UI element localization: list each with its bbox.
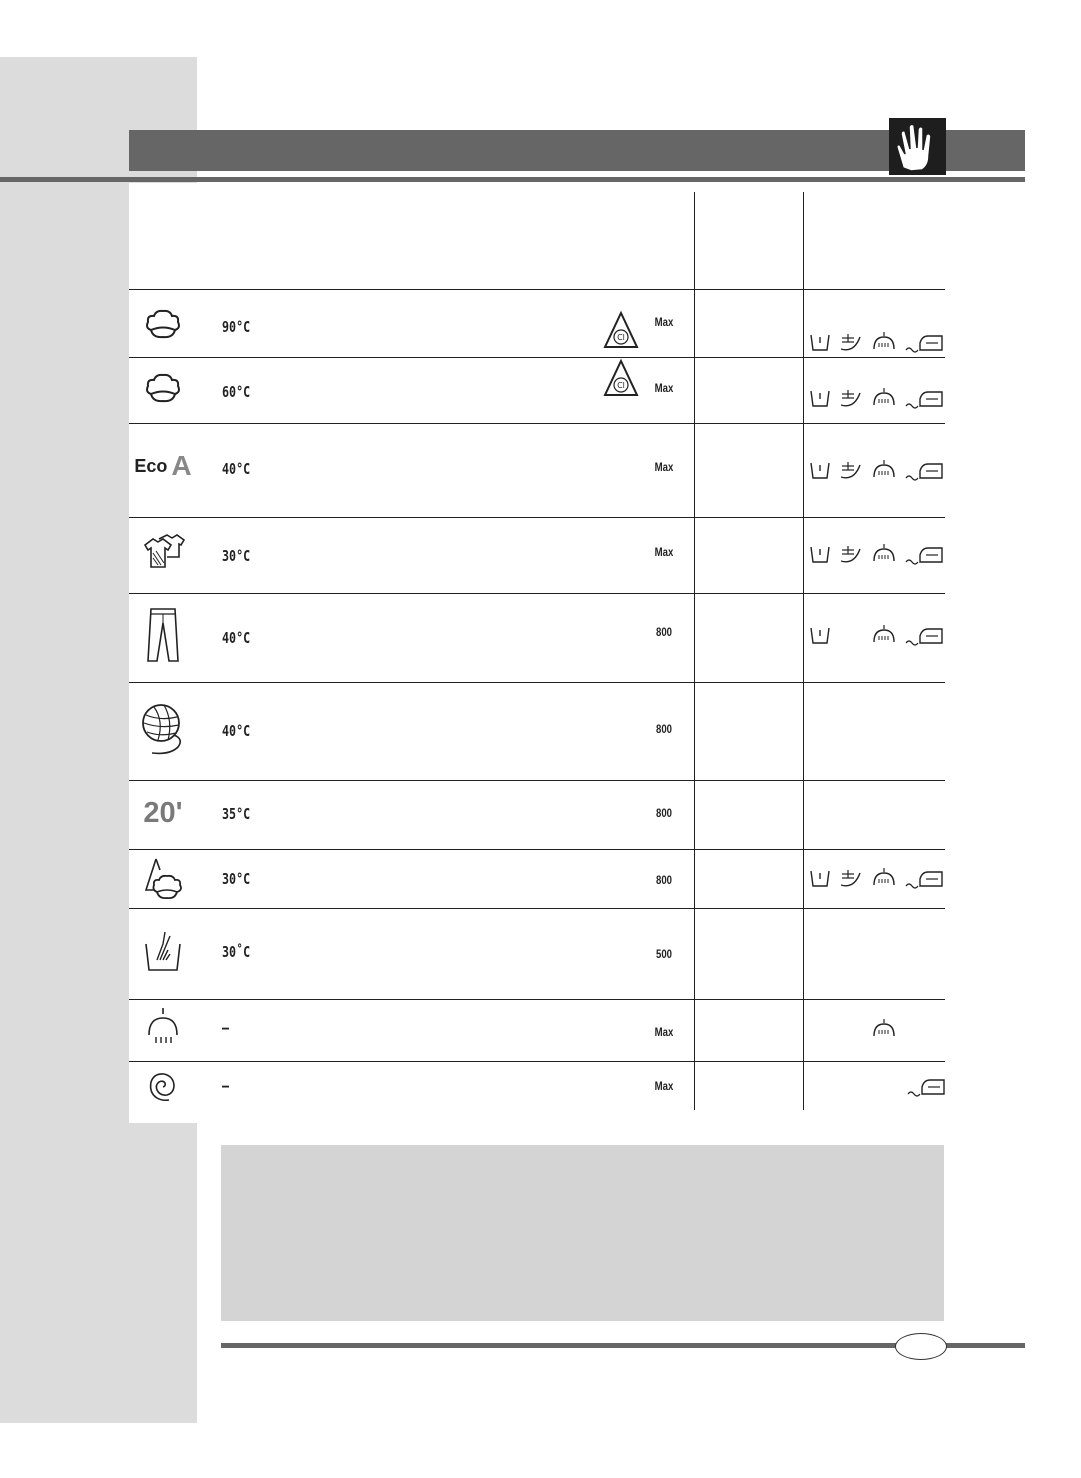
quick-20-text: 20'	[143, 796, 183, 829]
row-divider	[129, 517, 945, 518]
program-spin: Max	[654, 381, 674, 395]
jeans-icon	[131, 607, 195, 663]
row-divider	[129, 849, 945, 850]
row-divider	[129, 682, 945, 683]
column-divider	[694, 192, 695, 1110]
care-symbols	[810, 867, 946, 889]
care-symbols	[810, 331, 946, 353]
program-spin: 800	[655, 806, 673, 820]
care-symbols	[810, 624, 946, 646]
program-temperature: –	[222, 1019, 230, 1037]
wool-icon	[131, 699, 195, 759]
hand-wash-icon	[131, 930, 195, 974]
row-divider	[129, 593, 945, 594]
delicate-cotton-icon	[131, 856, 195, 902]
row-divider	[129, 908, 945, 909]
rinse-icon	[131, 1007, 195, 1045]
bleach-text: Cl	[617, 333, 625, 342]
column-divider	[803, 192, 804, 1110]
row-divider	[129, 780, 945, 781]
page-number-badge	[895, 1333, 947, 1360]
hand-icon	[889, 118, 946, 175]
program-spin: Max	[654, 460, 674, 474]
program-spin: Max	[654, 315, 674, 329]
program-spin: 800	[655, 625, 673, 639]
mixed-clothes-icon	[131, 532, 195, 572]
program-temperature: 30˚C	[222, 943, 251, 961]
quick-20-icon	[131, 796, 195, 830]
program-temperature: 40°C	[222, 629, 251, 647]
eco-text: Eco	[134, 455, 168, 476]
note-box	[221, 1145, 944, 1321]
program-spin: 500	[655, 947, 673, 961]
row-divider	[129, 289, 945, 290]
program-temperature: –	[222, 1077, 230, 1095]
care-symbols	[810, 459, 946, 481]
eco-a-icon	[131, 450, 195, 482]
program-spin: Max	[654, 1079, 674, 1093]
eco-a-letter: A	[171, 450, 192, 481]
row-divider	[129, 1061, 945, 1062]
program-temperature: 30°C	[222, 870, 251, 888]
program-temperature: 90°C	[222, 318, 251, 336]
care-symbols	[810, 543, 946, 565]
program-temperature: 30°C	[222, 547, 251, 565]
bleach-icon	[603, 310, 639, 355]
program-spin: Max	[654, 1025, 674, 1039]
row-divider	[129, 357, 945, 358]
program-temperature: 35°C	[222, 805, 251, 823]
rinse-care-icon	[870, 1018, 904, 1040]
spin-icon	[131, 1068, 195, 1104]
cotton-icon	[131, 305, 195, 345]
row-divider	[129, 999, 945, 1000]
program-spin: 800	[655, 722, 673, 736]
program-temperature: 40°C	[222, 460, 251, 478]
cotton-icon	[131, 369, 195, 409]
bleach-text: Cl	[617, 381, 625, 390]
program-spin: 800	[655, 873, 673, 887]
program-spin: Max	[654, 545, 674, 559]
row-divider	[129, 423, 945, 424]
program-temperature: 40°C	[222, 722, 251, 740]
header-rule	[0, 177, 1025, 182]
bleach-icon	[603, 358, 639, 403]
spin-care-icon	[906, 1075, 948, 1097]
program-temperature: 60°C	[222, 383, 251, 401]
care-symbols	[810, 387, 946, 409]
